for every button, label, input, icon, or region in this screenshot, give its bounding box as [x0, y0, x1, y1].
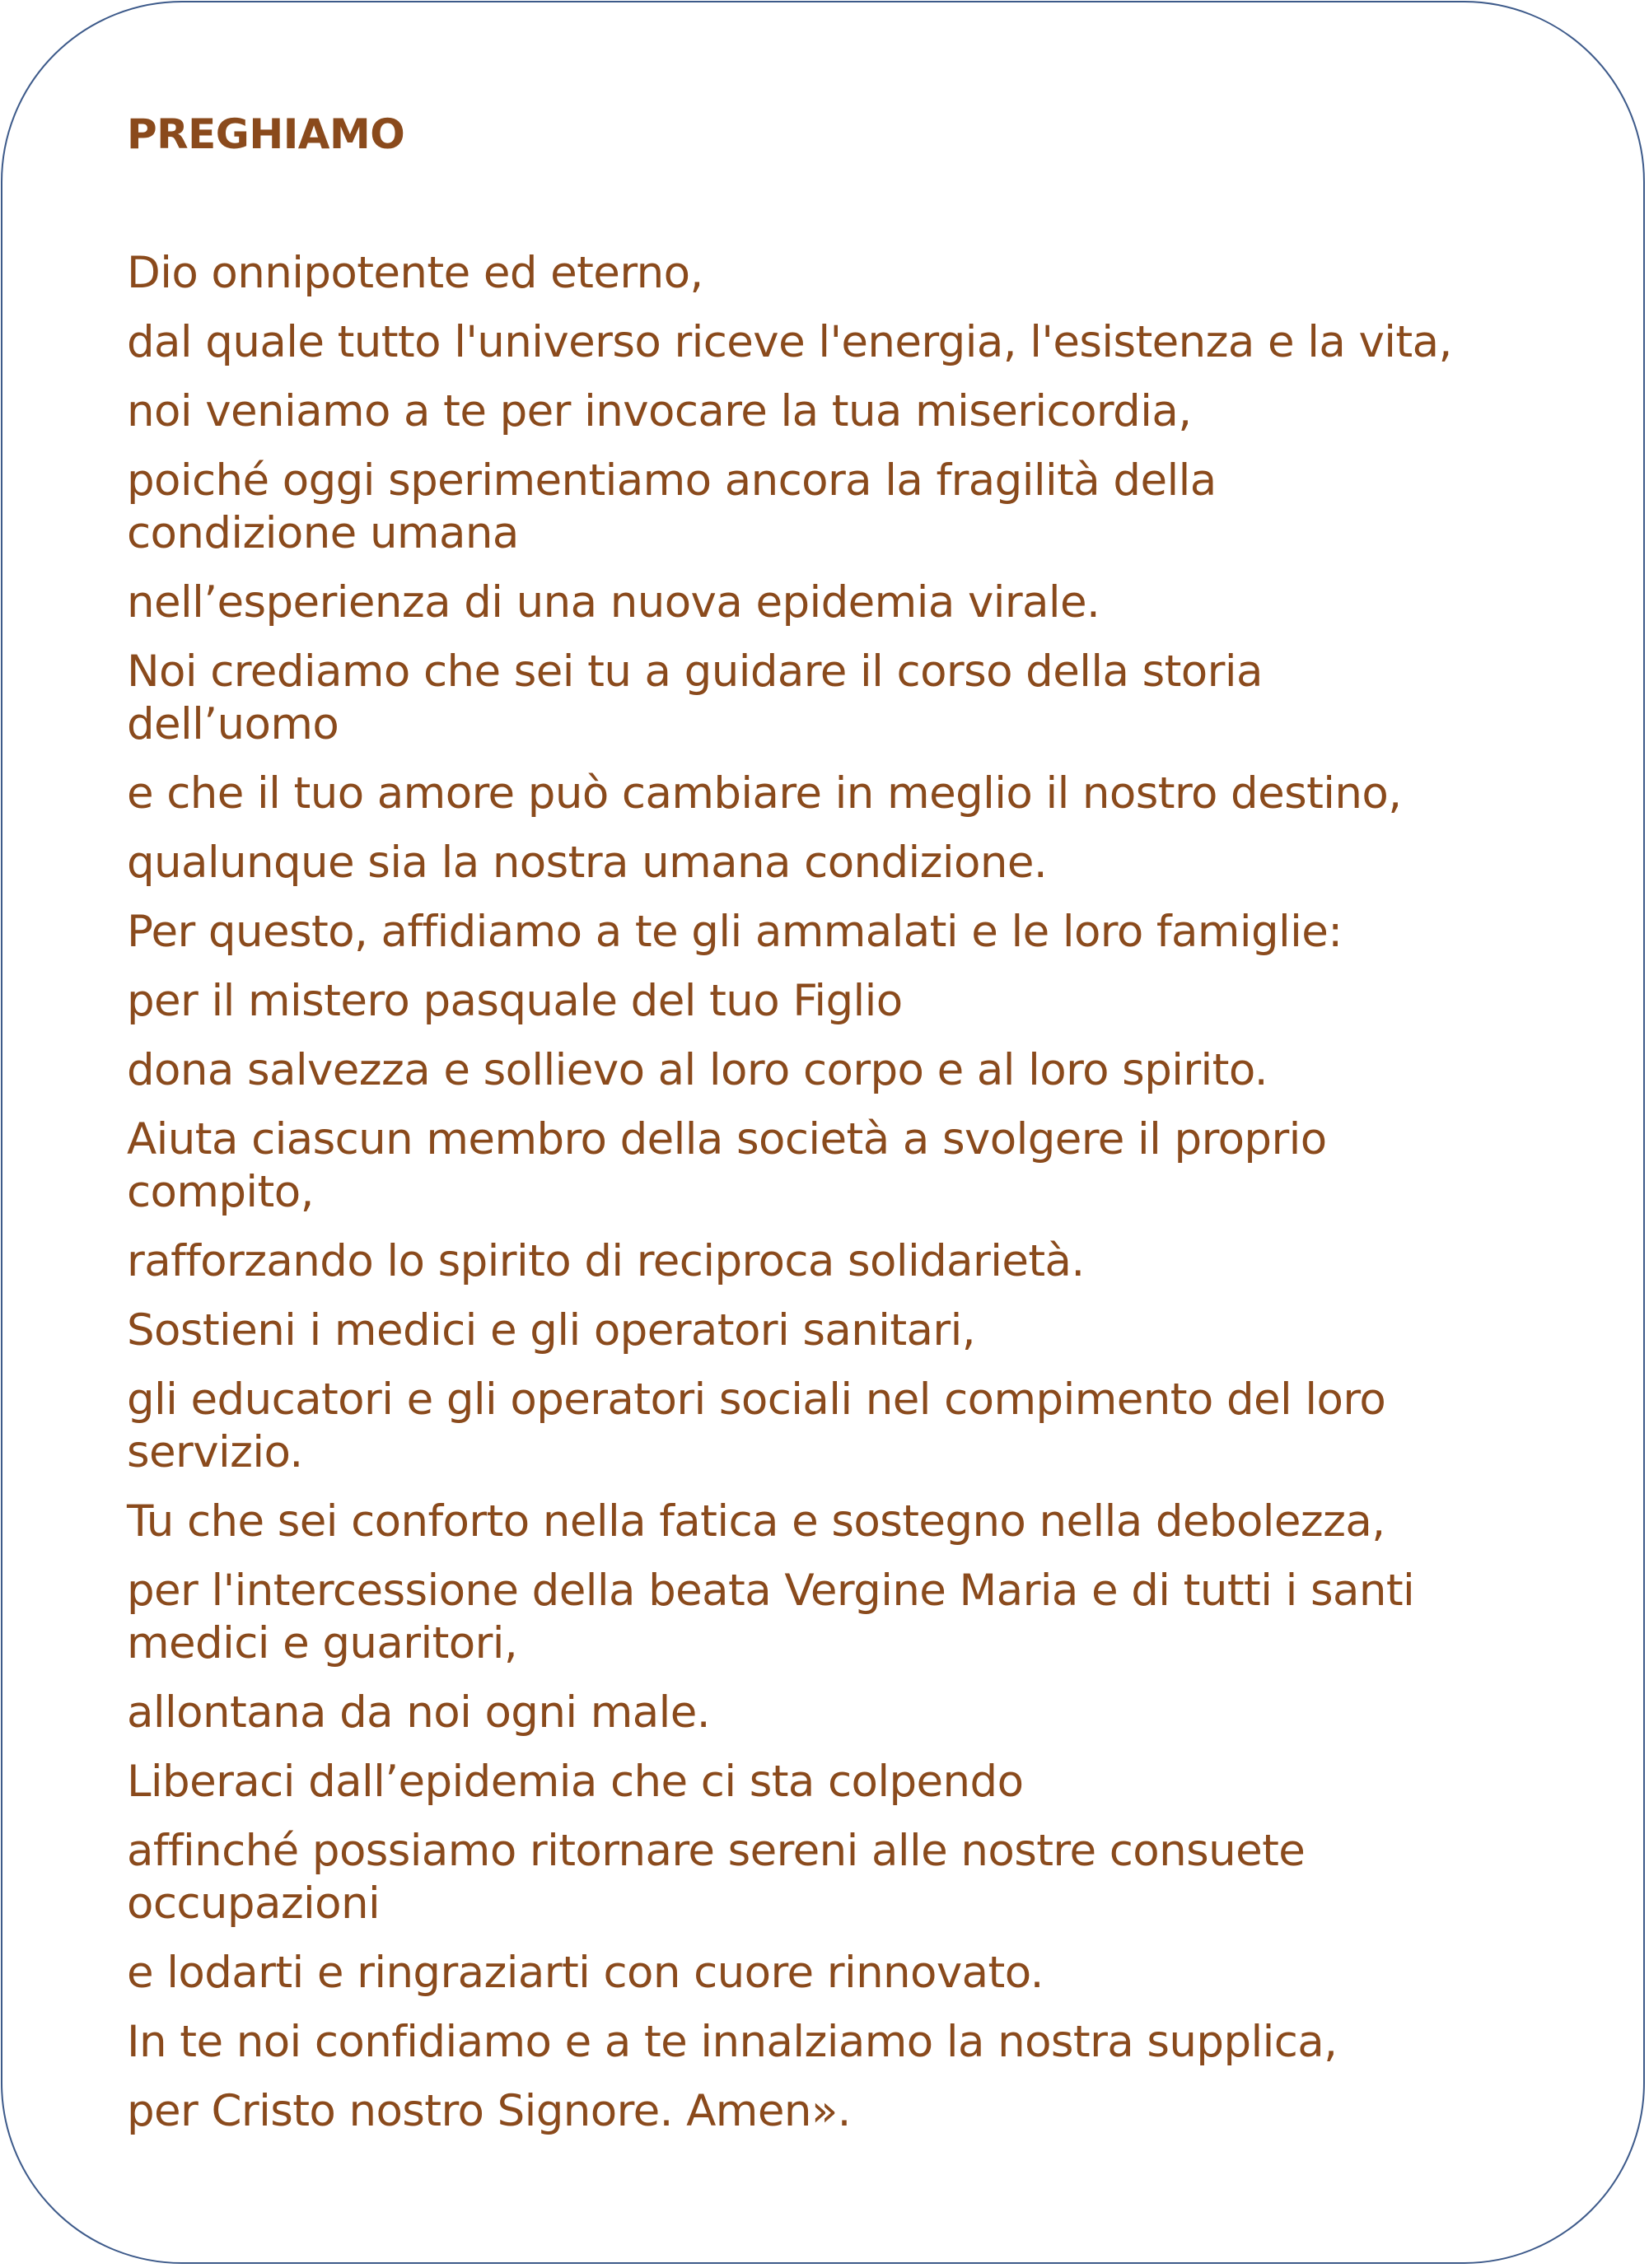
prayer-line: allontana da noi ogni male.	[127, 1687, 710, 1738]
prayer-header	[127, 105, 1609, 163]
prayer-line: affinché possiamo ritornare sereni alle nostre consuete occupazioni	[127, 1826, 1306, 1929]
prayer-text	[127, 247, 1626, 2154]
prayer-line: Per questo, affidiamo a te gli ammalati e le loro famiglie:	[127, 907, 1343, 957]
prayer-line: per il mistero pasquale del tuo Figlio	[127, 976, 903, 1026]
prayer-line: dona salvezza e sollievo al loro corpo e al loro spirito.	[127, 1045, 1268, 1095]
prayer-line: rafforzando lo spirito di reciproca solidarietà.	[127, 1236, 1085, 1286]
prayer-line: e che il tuo amore può cambiare in meglio il nostro destino,	[127, 768, 1402, 819]
prayer-line: qualunque sia la nostra umana condizione.	[127, 838, 1048, 888]
prayer-line: Dio onnipotente ed eterno,	[127, 248, 703, 298]
prayer-line: per Cristo nostro Signore. Amen».	[127, 2086, 851, 2136]
prayer-line: Noi crediamo che sei tu a guidare il corso della storia dell’uomo	[127, 646, 1263, 749]
prayer-line: e lodarti e ringraziarti con cuore rinnovato.	[127, 1948, 1044, 1998]
prayer-line: Liberaci dall’epidemia che ci sta colpendo	[127, 1757, 1024, 1807]
prayer-line: dal quale tutto l'universo riceve l'energia, l'esistenza e la vita,	[127, 317, 1452, 367]
prayer-line: noi veniamo a te per invocare la tua misericordia,	[127, 386, 1192, 436]
prayer-line: In te noi confidiamo e a te innalziamo la nostra supplica,	[127, 2017, 1338, 2067]
prayer-line: Tu che sei conforto nella fatica e sostegno nella debolezza,	[127, 1496, 1385, 1547]
prayer-line: gli educatori e gli operatori sociali nel compimento del loro servizio.	[127, 1374, 1386, 1477]
prayer-line: poiché oggi sperimentiamo ancora la fragilità della condizione umana	[127, 455, 1217, 558]
prayer-line: Aiuta ciascun membro della società a svolgere il proprio compito,	[127, 1114, 1327, 1217]
prayer-line: Sostieni i medici e gli operatori sanitari,	[127, 1305, 975, 1356]
prayer-line: nell’esperienza di una nuova epidemia virale.	[127, 577, 1100, 628]
page-title: PREGHIAMO	[127, 110, 405, 158]
prayer-line: per l'intercessione della beata Vergine Maria e di tutti i santi medici e guaritori,	[127, 1566, 1415, 1668]
